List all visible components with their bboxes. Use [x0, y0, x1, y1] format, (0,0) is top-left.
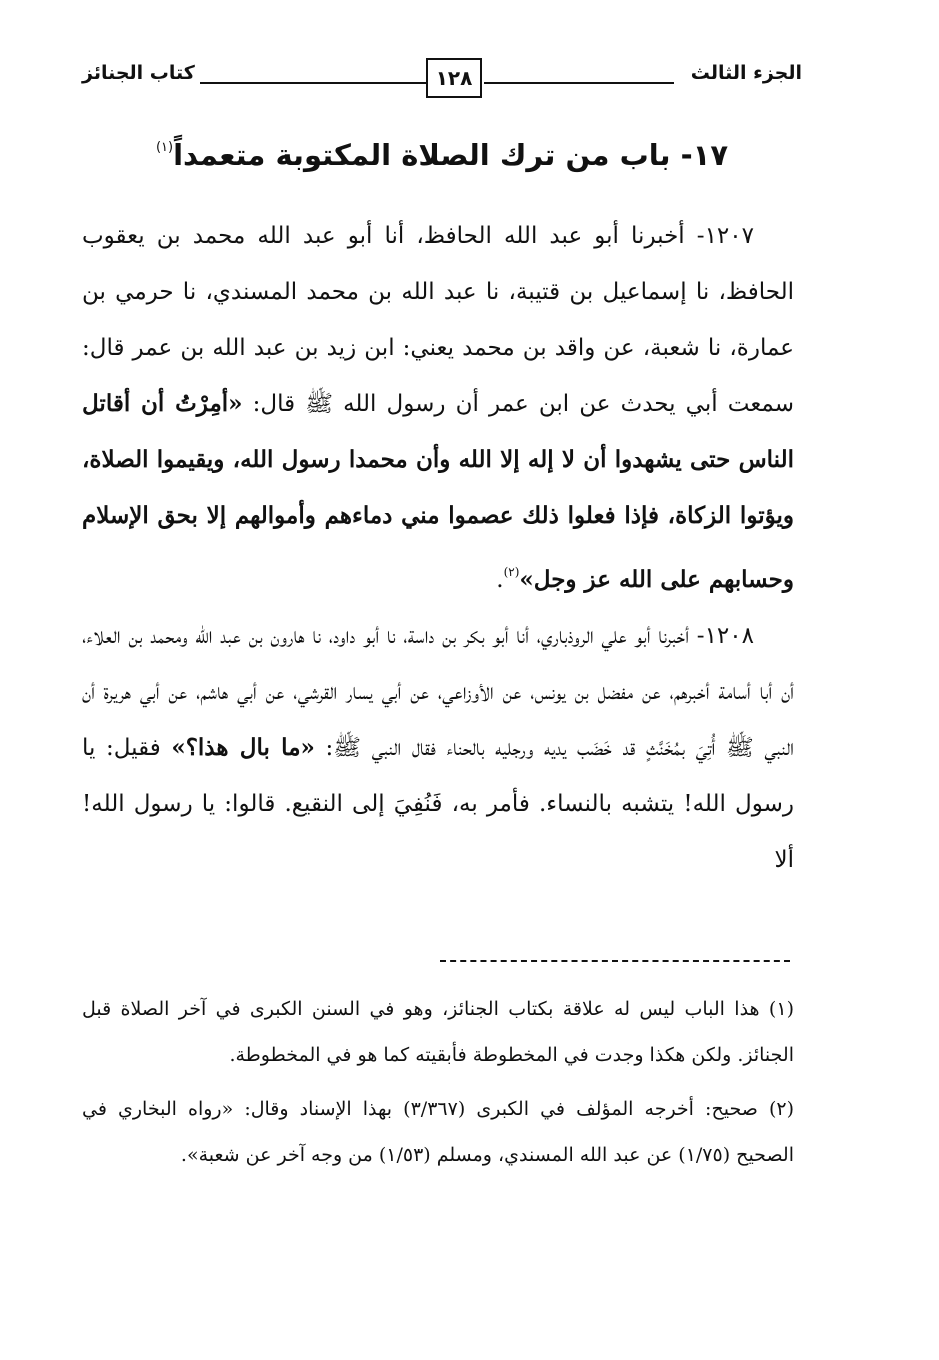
- hadith-1207-isnad: ١٢٠٧- أخبرنا أبو عبد الله الحافظ، أنا أبو عبد الله محمد بن يعقوب الحافظ، نا إسماعيل بن قتيبة، نا عبد الله بن محمد المسندي، نا حرمي بن عمارة، نا شعبة، عن واقد بن محمد يعني: ابن زيد بن عبد الله بن عمر قال: سمعت أبي يحدث عن ابن عمر أن رسول الله ﷺ قال:: [82, 223, 794, 417]
- main-text: [82, 208, 794, 888]
- chapter-footnote-ref: (١): [155, 140, 174, 155]
- header-rule-left: [200, 82, 426, 84]
- header-rule-right: [484, 82, 674, 84]
- hadith-1207-matn: «أمِرْتُ أن أقاتل الناس حتى يشهدوا أن لا إله إلا الله وأن محمدا رسول الله، ويقيموا الصلاة، ويؤتوا الزكاة، فإذا فعلوا ذلك عصموا مني دماءهم وأموالهم إلا بحق الإسلام وحسابهم على الله عز وجل»: [82, 390, 794, 593]
- chapter-title-text: ١٧- باب من ترك الصلاة المكتوبة متعمداً: [173, 138, 729, 172]
- footnotes: [82, 986, 794, 1186]
- footnote-2: (٢) صحيح: أخرجه المؤلف في الكبرى (٣/٣٦٧) بهذا الإسناد وقال: «رواه البخاري في الصحيح (١/٧٥) عن عبد الله المسندي، ومسلم (١/٥٣) من وجه آخر عن شعبة».: [82, 1098, 794, 1166]
- footnote-separator: [440, 960, 790, 962]
- hadith-1208: [82, 608, 794, 888]
- page-number: ١٢٨: [426, 58, 482, 98]
- running-header: [82, 58, 802, 102]
- book-name: كتاب الجنائز: [82, 62, 195, 84]
- hadith-1207-footnote-ref: (٢): [503, 565, 520, 579]
- hadith-1208-isnad: ١٢٠٨- أخبرنا أبو علي الروذباري، أنا أبو بكر بن داسة، نا أبو داود، نا هارون بن عبد الله ومحمد بن العلاء، أن أبا أسامة أخبرهم، عن مفضل بن يونس، عن الأوزاعي، عن أبي يسار القرشي، عن أبي هاشم، عن أبي هريرة أن النبي ﷺ أُتِيَ بمُخَنَّثٍ قد خَضَب يديه ورجليه بالحناء فقال النبي ﷺ:: [82, 623, 794, 761]
- hadith-1208-continuation: فقيل: يا رسول الله! يتشبه بالنساء. فأمر به، فَنُفِيَ إلى النقيع. قالوا: يا رسول الله! ألا: [82, 735, 794, 873]
- volume-name: الجزء الثالث: [690, 62, 802, 84]
- footnote-1: (١) هذا الباب ليس له علاقة بكتاب الجنائز، وهو في السنن الكبرى في آخر الصلاة قبل الجنائز. ولكن هكذا وجدت في المخطوطة فأبقيته كما هو في المخطوطة.: [82, 998, 794, 1066]
- hadith-1208-quote: «ما بال هذا؟»: [171, 734, 315, 761]
- hadith-1207-end: .: [496, 567, 504, 593]
- chapter-title: [82, 126, 802, 177]
- hadith-1207: [82, 208, 794, 608]
